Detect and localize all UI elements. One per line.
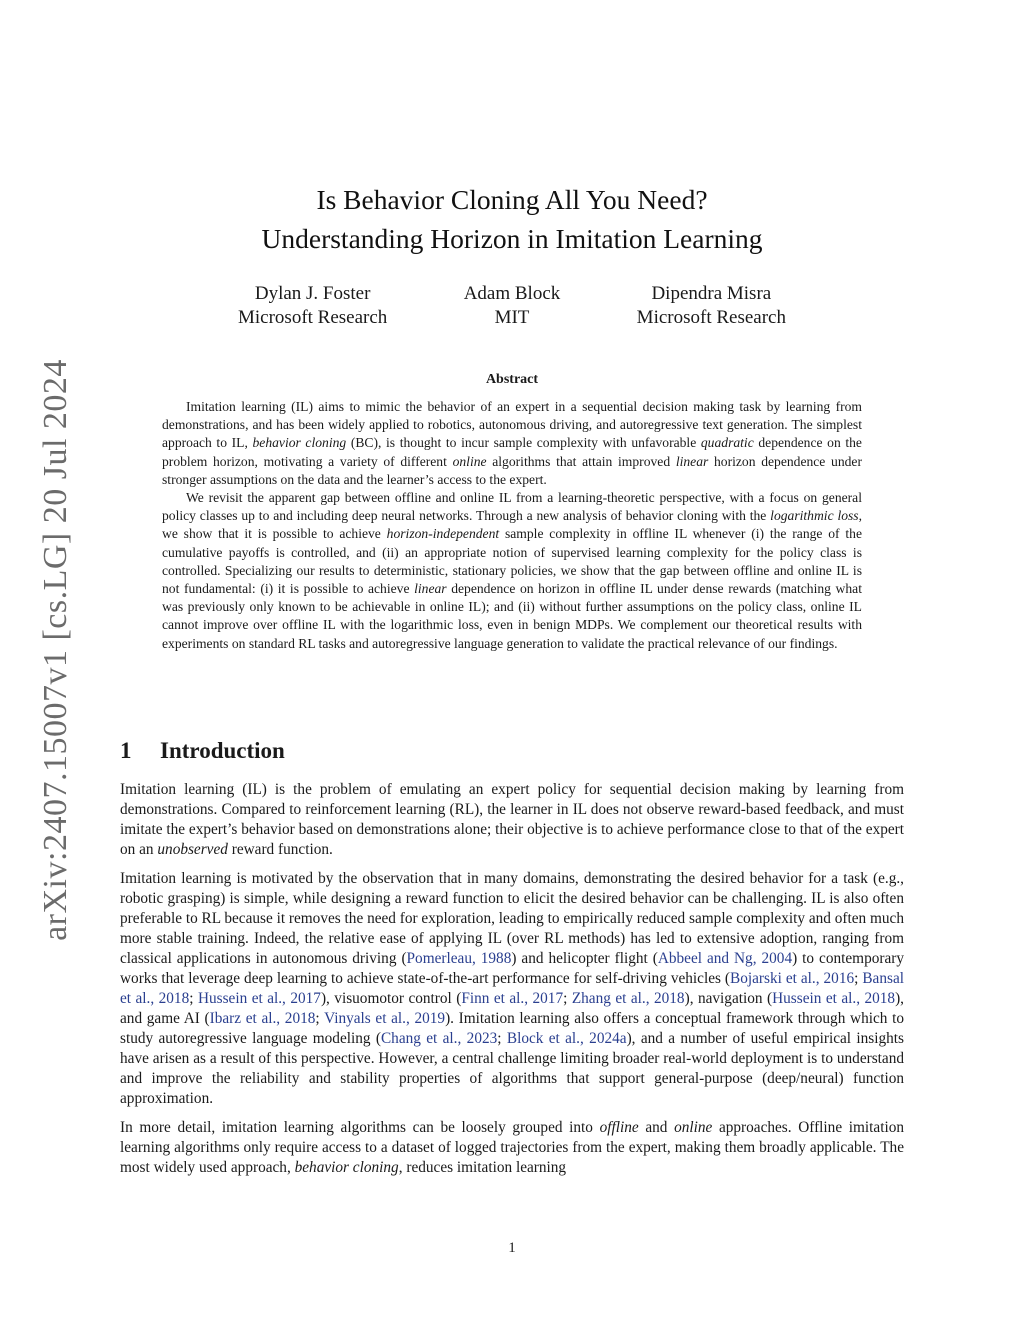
citation-link[interactable]: Hussein et al., 2018 <box>772 990 896 1007</box>
abstract-paragraph: We revisit the apparent gap between offline and online IL from a learning-theoretic perspective, with a focus on general policy classes up to and including deep neural networks. Through a new analysis of behavior cloning with the logarithmic loss, we show that it is possible to achieve horizon-independent sample complexity in offline IL whenever (i) the range of the cumulative payoffs is controlled, and (ii) an appropriate notion of supervised learning complexity for the policy class is controlled. Specializing our results to deterministic, stationary policies, we show that the gap between offline and online IL is not fundamental: (i) it is possible to achieve linear dependence on horizon in offline IL under dense rewards (matching what was previously only known to be achievable in online IL); and (ii) without further assumptions on the policy class, online IL cannot improve over offline IL with the logarithmic loss, even in benign MDPs. We complement our theoretical results with experiments on standard RL tasks and autoregressive language generation to validate the practical relevance of our findings. <box>162 490 862 651</box>
author-block <box>238 282 387 330</box>
author-affiliation: MIT <box>494 307 530 328</box>
abstract-heading: Abstract <box>485 372 539 387</box>
author-affiliation: Microsoft Research <box>636 307 786 328</box>
citation-link[interactable]: Block et al., 2024a <box>506 1030 627 1047</box>
author-block <box>464 282 561 330</box>
author-name: Dipendra Misra <box>651 283 772 304</box>
author-block <box>637 282 786 330</box>
author-list <box>238 282 786 330</box>
author-name: Dylan J. Foster <box>254 283 371 304</box>
citation-link[interactable]: Chang et al., 2023 <box>380 1030 498 1047</box>
arxiv-identifier: arXiv:2407.15007v1 [cs.LG] 20 Jul 2024 <box>37 359 74 941</box>
citation-link[interactable]: Pomerleau, 1988 <box>406 950 512 967</box>
citation-link[interactable]: Finn et al., 2017 <box>461 990 564 1007</box>
abstract-paragraph: Imitation learning (IL) aims to mimic the behavior of an expert in a sequential decision making task by learning from demonstrations, and has been widely applied to robotics, autonomous driving, and autoregressive text generation. The simplest approach to IL, behavior cloning (BC), is thought to incur sample complexity with unfavorable quadratic dependence on the problem horizon, motivating a variety of different online algorithms that attain improved linear horizon dependence under stronger assumptions on the data and the learner’s access to the expert. <box>162 399 862 487</box>
paper-title <box>0 180 1024 258</box>
citation-link[interactable]: Vinyals et al., 2019 <box>324 1010 446 1027</box>
author-name: Adam Block <box>463 283 561 304</box>
section-number: 1 <box>120 738 132 763</box>
body-paragraph: Imitation learning is motivated by the observation that in many domains, demonstrating the desired behavior for a task (e.g., robotic grasping) is simple, while designing a reward function to elicit the desired behavior can be challenging. IL is also often preferable to RL because it removes the need for exploration, leading to empirically reduced sample complexity and often much more stable training. Indeed, the relative ease of applying IL (over RL methods) has led to extensive adoption, ranging from classical applications in autonomous driving (Pomerleau, 1988) and helicopter flight (Abbeel and Ng, 2004) to contemporary works that leverage deep learning to achieve state-of-the-art performance for self-driving vehicles (Bojarski et al., 2016; Bansal et al., 2018; Hussein et al., 2017), visuomotor control (Finn et al., 2017; Zhang et al., 2018), navigation (Hussein et al., 2018), and game AI (Ibarz et al., 2018; Vinyals et al., 2019). Imitation learning also offers a conceptual framework through which to study autoregressive language modeling (Chang et al., 2023; Block et al., 2024a), and a number of useful empirical insights have arisen as a result of this perspective. However, a central challenge limiting broader real-world deployment is to understand and improve the reliability and stability properties of algorithms that support general-purpose (deep/neural) function approximation. <box>120 870 905 1107</box>
title-line-1: Is Behavior Cloning All You Need? <box>316 184 708 215</box>
body-paragraph: In more detail, imitation learning algorithms can be loosely grouped into offline and online approaches. Offline imitation learning algorithms only require access to a dataset of logged trajectories from the expert, making them broadly applicable. The most widely used approach, behavior cloning, reduces imitation learning <box>120 1119 904 1176</box>
page-number: 1 <box>508 1240 516 1256</box>
introduction-body <box>120 780 904 1187</box>
author-affiliation: Microsoft Research <box>238 307 388 328</box>
citation-link[interactable]: Abbeel and Ng, 2004 <box>657 950 793 967</box>
citation-link[interactable]: Zhang et al., 2018 <box>571 990 685 1007</box>
citation-link[interactable]: Bojarski et al., 2016 <box>730 970 855 987</box>
body-paragraph: Imitation learning (IL) is the problem of emulating an expert policy for sequential decision making by learning from demonstrations. Compared to reinforcement learning (RL), the learner in IL does not observe reward-based feedback, and must imitate the expert’s behavior based on demonstrations alone; their objective is to achieve performance close to that of the expert on an unobserved reward function. <box>120 781 904 858</box>
abstract-body <box>162 398 862 653</box>
citation-link[interactable]: Hussein et al., 2017 <box>197 990 321 1007</box>
title-line-2: Understanding Horizon in Imitation Learning <box>261 223 763 254</box>
citation-link[interactable]: Ibarz et al., 2018 <box>209 1010 316 1027</box>
citation-link[interactable]: Bansal et al., 2018 <box>120 970 904 1007</box>
section-title: Introduction <box>160 738 285 763</box>
section-heading <box>120 738 285 764</box>
